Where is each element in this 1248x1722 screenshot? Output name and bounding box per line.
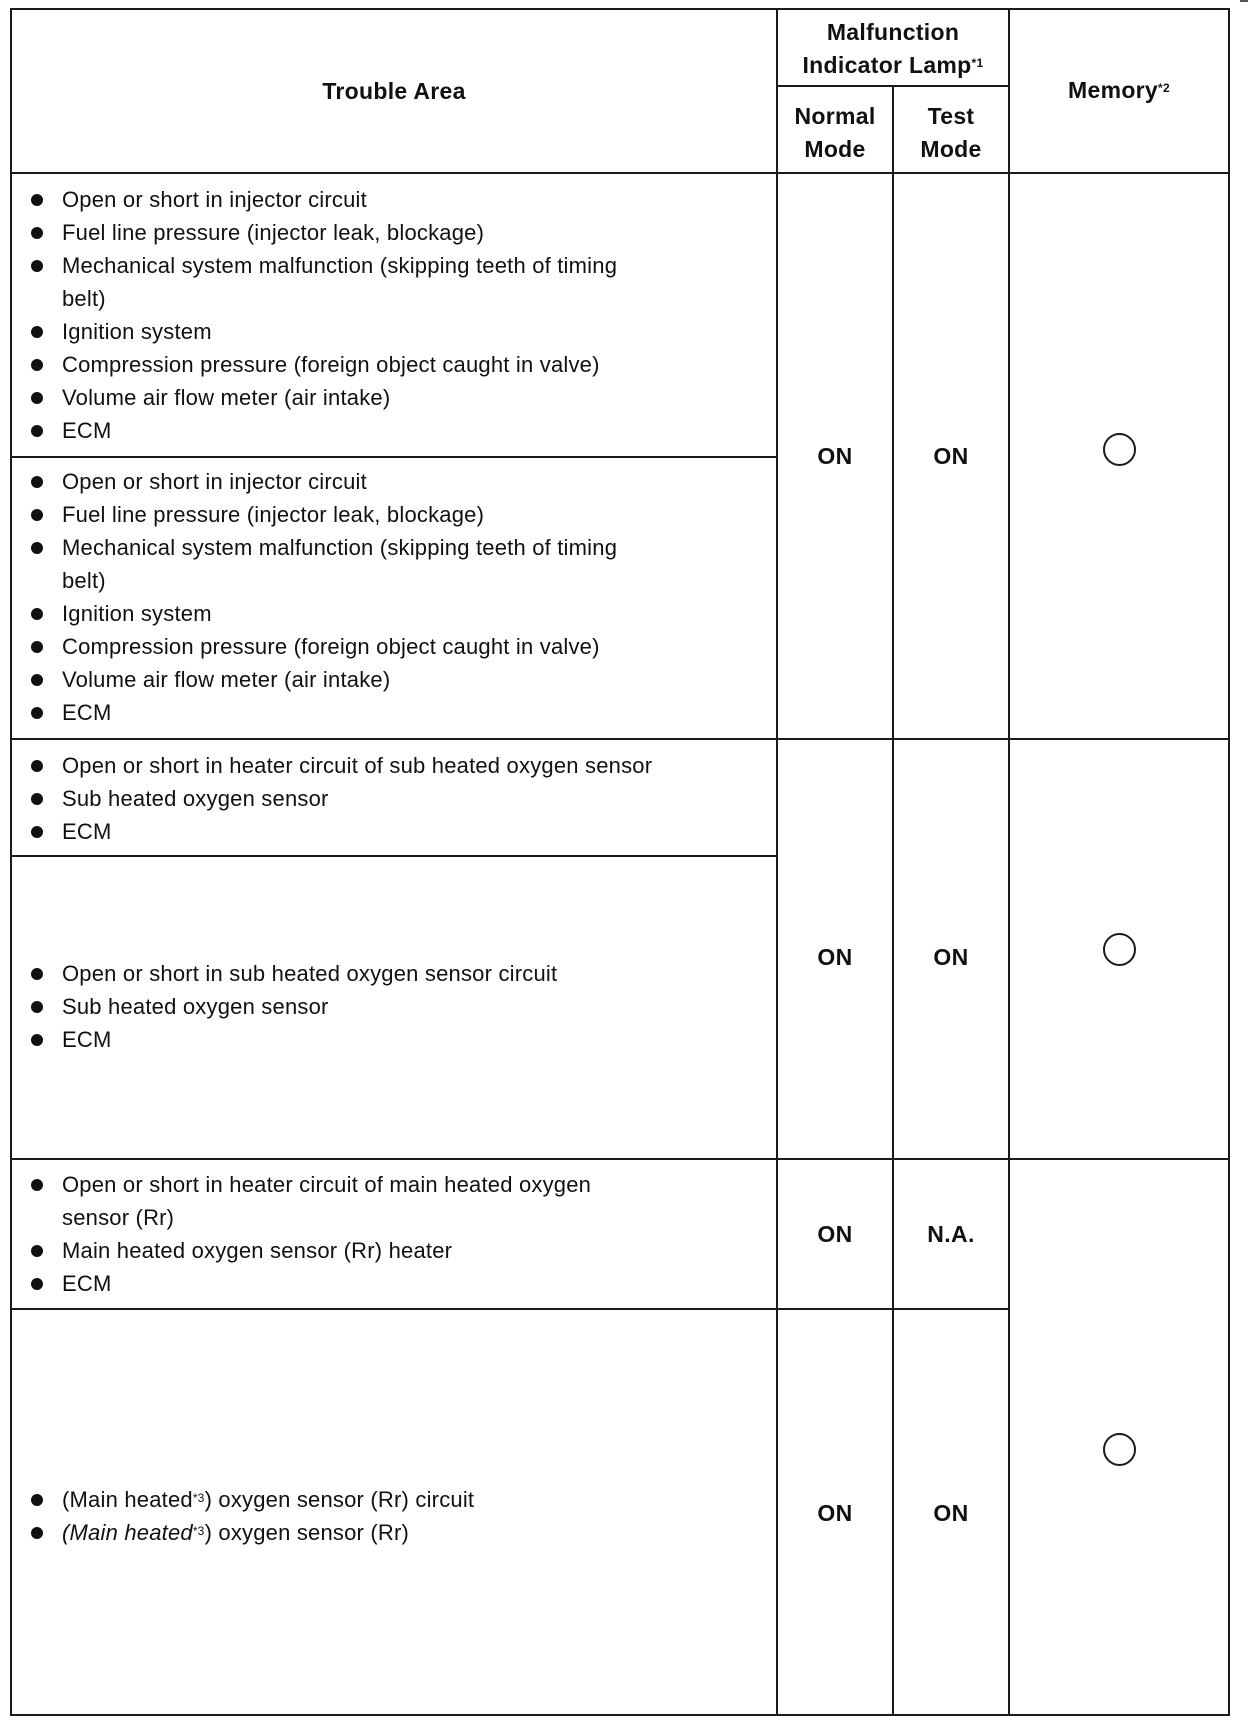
header-memory: Memory$^{*2}$ (1068, 77, 1170, 103)
column-divider-test (1008, 8, 1010, 1716)
row-divider-1 (10, 456, 777, 458)
group-3-memory-circle (1103, 1433, 1136, 1466)
table-border-top (10, 8, 1230, 10)
list-item: Compression pressure (foreign object caught in valve) (12, 348, 774, 381)
header-test-mode: Test Mode (920, 103, 982, 162)
header-trouble-area: Trouble Area (322, 78, 466, 104)
list-item: (Main heated$^{*3}$) oxygen sensor (Rr) circuit (12, 1483, 774, 1516)
row-5-test-mode: N.A. (927, 1221, 975, 1247)
list-item: Fuel line pressure (injector leak, blockage) (12, 216, 774, 249)
list-item: Main heated oxygen sensor (Rr) heater (12, 1234, 774, 1267)
list-item-continuation: sensor (Rr) (62, 1205, 175, 1230)
list-item: Sub heated oxygen sensor (12, 990, 774, 1023)
group-divider-1 (10, 738, 1230, 740)
trouble-area-row-2 (12, 465, 774, 729)
footnote-ref-1: *1 (971, 56, 984, 70)
list-item: ECM (12, 696, 774, 729)
row-divider-5 (10, 1308, 1009, 1310)
list-item: Volume air flow meter (air intake) (12, 381, 774, 414)
list-item: Mechanical system malfunction (skipping teeth of timing (12, 249, 774, 282)
column-divider-normal (892, 85, 894, 1716)
footnote-ref-3: *3 (192, 1491, 205, 1505)
group-2-memory-circle (1103, 933, 1136, 966)
header-bottom (10, 172, 1230, 174)
footnote-ref-3: *3 (192, 1524, 205, 1538)
group-1-test-mode: ON (933, 443, 969, 469)
list-item: Fuel line pressure (injector leak, blockage) (12, 498, 774, 531)
list-item: Open or short in sub heated oxygen sensor circuit (12, 957, 774, 990)
list-item: ECM (12, 815, 774, 848)
list-item: Open or short in injector circuit (12, 183, 774, 216)
group-1-normal-mode: ON (817, 443, 853, 469)
group-2-test-mode: ON (933, 944, 969, 970)
list-item: Volume air flow meter (air intake) (12, 663, 774, 696)
list-item-continuation: belt) (62, 568, 106, 593)
header-malfunction-indicator-lamp (778, 16, 1008, 82)
list-item: ECM (12, 414, 774, 447)
list-item: ECM (12, 1267, 774, 1300)
group-2-normal-mode: ON (817, 944, 853, 970)
list-item: Open or short in heater circuit of sub heated oxygen sensor (12, 749, 774, 782)
list-item: Compression pressure (foreign object caught in valve) (12, 630, 774, 663)
list-item: Open or short in injector circuit (12, 465, 774, 498)
list-item: Open or short in heater circuit of main heated oxygen (12, 1168, 774, 1201)
row-divider-3 (10, 855, 777, 857)
column-divider-trouble (776, 8, 778, 1716)
list-item: Mechanical system malfunction (skipping teeth of timing (12, 531, 774, 564)
list-item: (Main heated$^{*3}$) oxygen sensor (Rr) (12, 1516, 774, 1549)
trouble-area-row-3 (12, 749, 774, 848)
header-mil-line1: Malfunction (826, 19, 960, 45)
corner-mark (1240, 0, 1248, 2)
trouble-area-row-4 (12, 957, 774, 1056)
trouble-area-row-1 (12, 183, 774, 447)
list-item: Sub heated oxygen sensor (12, 782, 774, 815)
row-6-test-mode: ON (933, 1500, 969, 1526)
row-5-normal-mode: ON (817, 1221, 853, 1247)
list-item: Ignition system (12, 315, 774, 348)
group-1-memory-circle (1103, 433, 1136, 466)
list-item: ECM (12, 1023, 774, 1056)
list-item-continuation: belt) (62, 286, 106, 311)
group-divider-2 (10, 1158, 1230, 1160)
list-item: Ignition system (12, 597, 774, 630)
row-6-normal-mode: ON (817, 1500, 853, 1526)
table-border-bottom (10, 1714, 1230, 1716)
trouble-area-row-5 (12, 1168, 774, 1300)
header-normal-mode: Normal Mode (794, 103, 876, 162)
header-mil-line2: Indicator Lamp$^{*1}$ (802, 52, 984, 78)
footnote-ref-2: *2 (1158, 81, 1170, 95)
table-border-right (1228, 8, 1230, 1716)
trouble-area-row-6 (12, 1483, 774, 1549)
